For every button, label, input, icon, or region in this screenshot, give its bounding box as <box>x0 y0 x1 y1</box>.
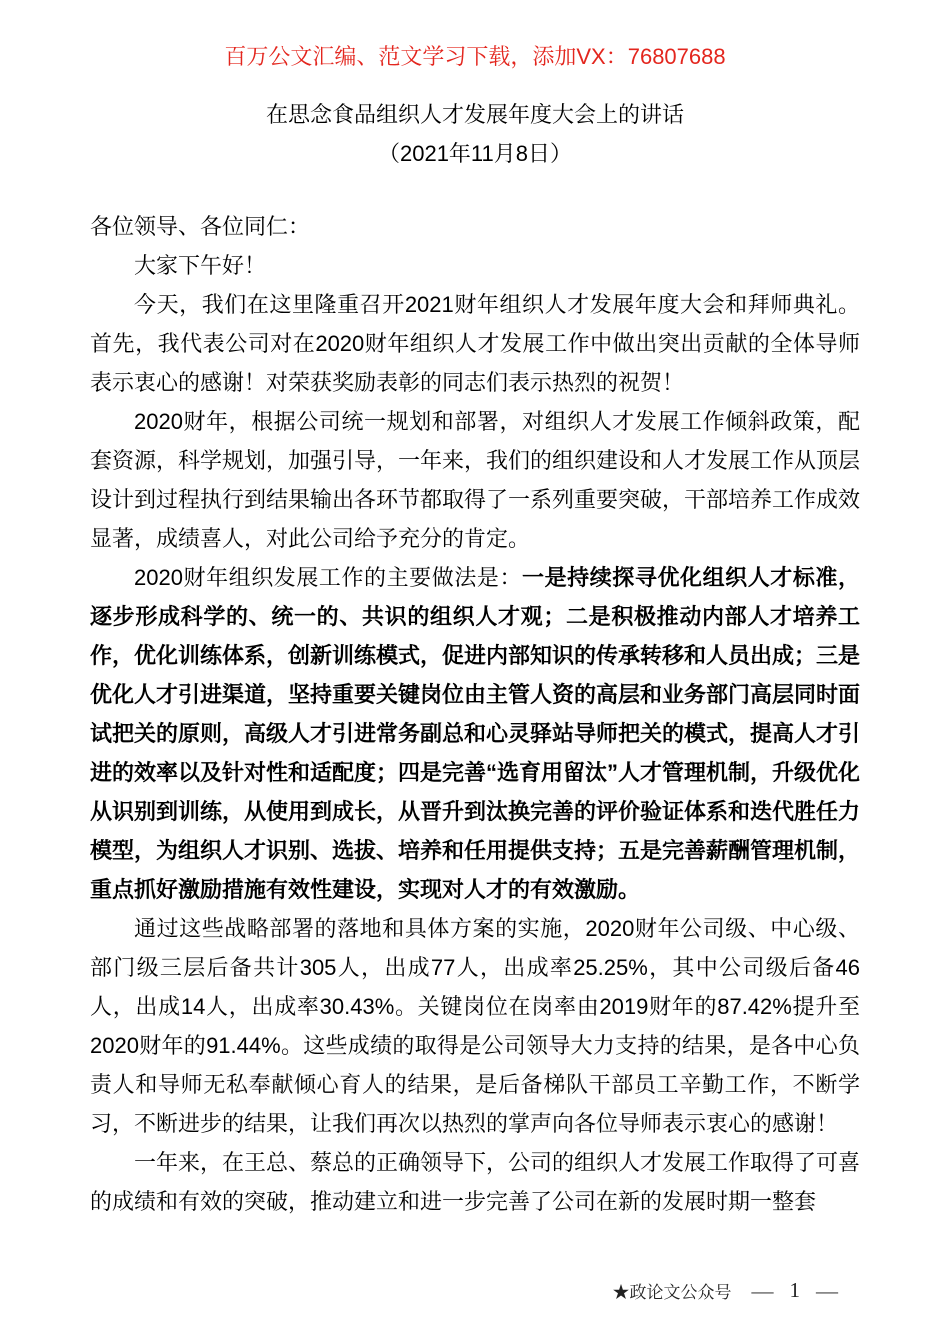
page-footer <box>613 1278 839 1303</box>
body-paragraph-2: 2020财年，根据公司统一规划和部署，对组织人才发展工作倾斜政策，配套资源，科学规划，加强引导，一年来，我们的组织建设和人才发展工作从顶层设计到过程执行到结果输出各环节都取得了一系列重要突破，干部培养工作成效显著，成绩喜人，对此公司给予充分的肯定。 <box>90 409 861 551</box>
document-date: （2021年11月8日） <box>377 141 572 166</box>
page-number: 1 <box>789 1278 800 1302</box>
body-paragraph-4: 通过这些战略部署的落地和具体方案的实施，2020财年公司级、中心级、部门级三层后备共计305人，出成77人，出成率25.25%，其中公司级后备46人，出成14人，出成率30.43%。关键岗位在岗率由2019财年的87.42%提升至2020财年的91.44%。这些成绩的取得是公司领导大力支持的结果，是各中心负责人和导师无私奉献倾心育人的结果，是后备梯队干部员工辛勤工作，不断学习，不断进步的结果，让我们再次以热烈的掌声向各位导师表示衷心的感谢！ <box>90 916 860 1136</box>
paragraph-3-bold-run: 一是持续探寻优化组织人才标准，逐步形成科学的、统一的、共识的组织人才观；二是积极推动内部人才培养工作，优化训练体系，创新训练模式，促进内部知识的传承转移和人员出成；三是优化人才引进渠道，坚持重要关键岗位由主管人资的高层和业务部门高层同时面试把关的原则，高级人才引进常务副总和心灵驿站导师把关的模式，提高人才引进的效率以及针对性和适配度；四是完善“选育用留汰”人才管理机制，升级优化从识别到训练，从使用到成长，从晋升到汰换完善的评价验证体系和迭代胜任力模型，为组织人才识别、选拔、培养和任用提供支持；五是完善薪酬管理机制，重点抓好激励措施有效性建设，实现对人才的有效激励。 <box>90 565 861 902</box>
notice-banner: 百万公文汇编、范文学习下载，添加VX：76807688 <box>224 44 726 69</box>
greeting-line: 大家下午好！ <box>134 253 267 278</box>
footer-dash-left: — <box>751 1278 774 1303</box>
salutation-line: 各位领导、各位同仁： <box>90 214 311 239</box>
body-paragraph-3 <box>90 558 860 909</box>
footer-dash-right: — <box>816 1278 838 1303</box>
paragraph-3-lead: 2020财年组织发展工作的主要做法是： <box>134 565 523 590</box>
document-body <box>90 207 860 1221</box>
body-paragraph-5: 一年来，在王总、蔡总的正确领导下，公司的组织人才发展工作取得了可喜的成绩和有效的突破，推动建立和进一步完善了公司在新的发展时期一整套 <box>90 1150 861 1214</box>
body-paragraph-1: 今天，我们在这里隆重召开2021财年组织人才发展年度大会和拜师典礼。首先，我代表公司对在2020财年组织人才发展工作中做出突出贡献的全体导师表示衷心的感谢！对荣获奖励表彰的同志们表示热烈的祝贺！ <box>90 292 860 395</box>
document-title: 在思念食品组织人才发展年度大会上的讲话 <box>265 102 684 127</box>
footer-source-label: ★政论文公众号 <box>612 1283 732 1302</box>
